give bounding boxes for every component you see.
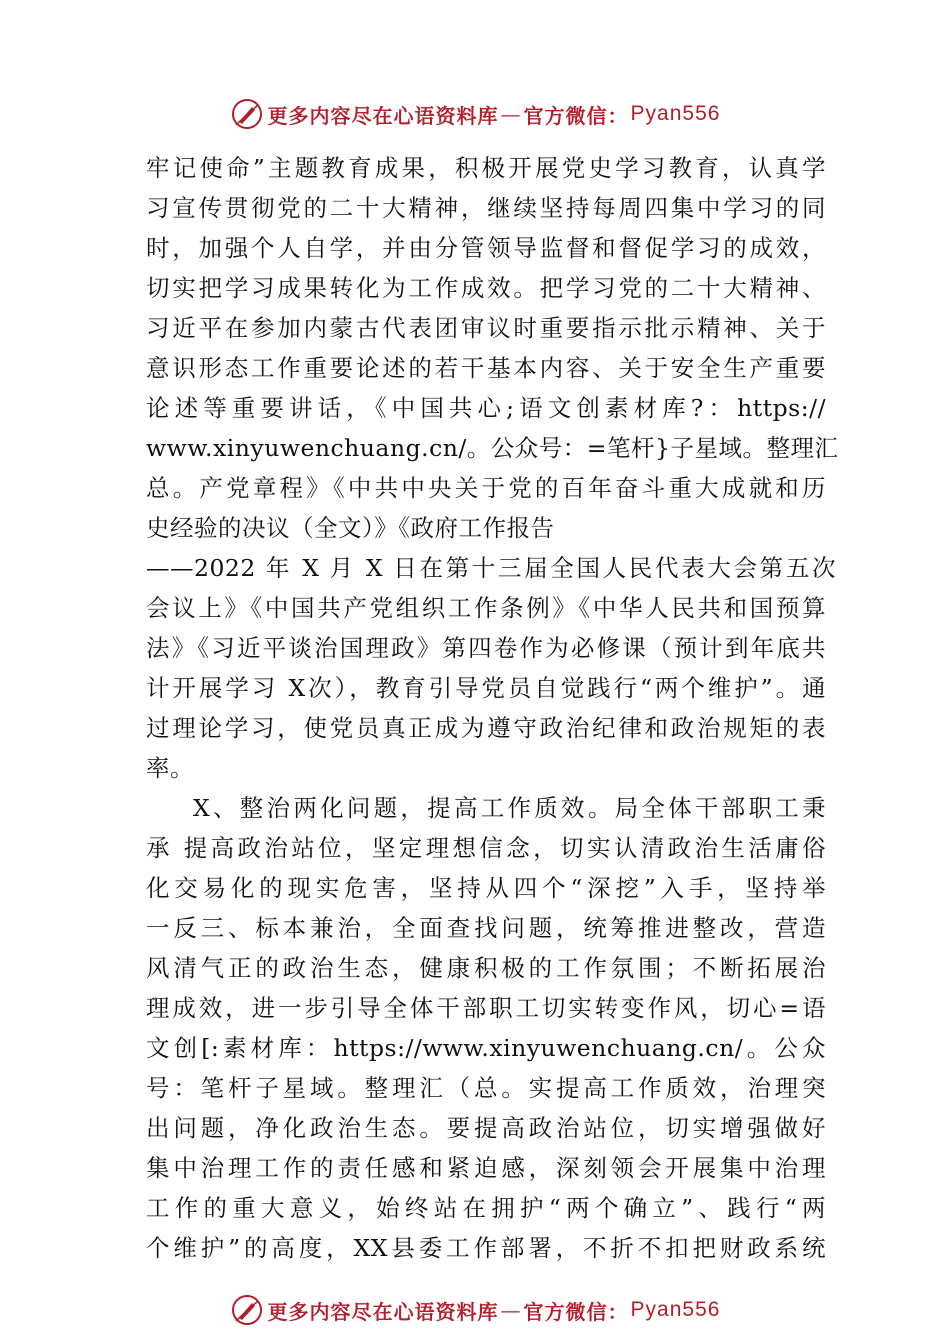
- header-separator: —: [500, 102, 522, 126]
- body-line: 切实把学习成果转化为工作成效。把学习党的二十大精神、: [146, 274, 826, 302]
- body-line: 集中治理工作的责任感和紧迫感，深刻领会开展集中治理: [146, 1154, 826, 1182]
- pen-logo-icon: [230, 97, 264, 131]
- body-line: 计开展学习 X次），教育引导党员自觉践行“两个维护”。通: [146, 674, 826, 702]
- body-line: ——2022 年 X 月 X 日在第十三届全国人民代表大会第五次: [146, 554, 836, 582]
- body-line: 文创[:素材库：https://www.xinyuwenchuang.cn/。公众: [146, 1034, 826, 1062]
- body-line: 法》《习近平谈治国理政》第四卷作为必修课（预计到年底共: [146, 634, 826, 662]
- body-line: 一反三、标本兼治，全面查找问题，统筹推进整改，营造: [146, 914, 826, 942]
- footer-separator: —: [500, 1298, 522, 1322]
- body-line: 承 提高政治站位，坚定理想信念，切实认清政治生活庸俗: [146, 834, 826, 862]
- body-line: 过理论学习，使党员真正成为遵守政治纪律和政治规矩的表: [146, 714, 826, 742]
- header-wechat-id: Pyan556: [630, 102, 721, 125]
- body-line: 会议上》《中国共产党组织工作条例》《中华人民共和国预算: [146, 594, 826, 622]
- body-line: 号：笔杆子星域。整理汇（总。实提高工作质效，治理突: [146, 1074, 826, 1102]
- body-line: 论述等重要讲话，《中国共心;语文创素材库?：https://: [146, 394, 826, 422]
- document-body: [146, 148, 839, 1268]
- body-line: 习近平在参加内蒙古代表团审议时重要指示批示精神、关于: [146, 314, 826, 342]
- body-line: 时，加强个人自学，并由分管领导监督和督促学习的成效，: [146, 234, 826, 262]
- header-banner: [0, 94, 950, 134]
- footer-banner: [0, 1290, 950, 1330]
- body-line: 习宣传贯彻党的二十大精神，继续坚持每周四集中学习的同: [146, 194, 826, 222]
- header-brand: 更多内容尽在心语资料库: [267, 103, 499, 128]
- body-line: 意识形态工作重要论述的若干基本内容、关于安全生产重要: [146, 354, 826, 382]
- footer-wechat-id: Pyan556: [630, 1298, 721, 1321]
- body-line: 率。: [146, 754, 194, 782]
- header-official-label: 官方微信：: [523, 103, 629, 128]
- body-line: 总。产党章程》《中共中央关于党的百年奋斗重大成就和历: [146, 474, 826, 502]
- body-line: 工作的重大意义，始终站在拥护“两个确立”、践行“两: [146, 1194, 826, 1222]
- pen-logo-icon: [230, 1293, 264, 1327]
- body-line: 史经验的决议（全文）》《政府工作报告: [146, 514, 555, 542]
- body-line: X、整治两化问题，提高工作质效。局全体干部职工秉: [193, 794, 826, 822]
- body-line: www.xinyuwenchuang.cn/。公众号：=笔杆}子星域。整理汇: [146, 434, 839, 462]
- footer-official-label: 官方微信：: [523, 1299, 629, 1324]
- body-line: 化交易化的现实危害，坚持从四个“深挖”入手，坚持举: [146, 874, 826, 902]
- body-line: 理成效，进一步引导全体干部职工切实转变作风，切心=语: [146, 994, 826, 1022]
- body-line: 出问题，净化政治生态。要提高政治站位，切实增强做好: [146, 1114, 826, 1142]
- body-line: 牢记使命”主题教育成果，积极开展党史学习教育，认真学: [146, 154, 826, 182]
- footer-brand: 更多内容尽在心语资料库: [267, 1299, 499, 1324]
- body-line: 风清气正的政治生态，健康积极的工作氛围；不断拓展治: [146, 954, 826, 982]
- body-line: 个维护”的高度，XX县委工作部署，不折不扣把财政系统: [146, 1234, 826, 1262]
